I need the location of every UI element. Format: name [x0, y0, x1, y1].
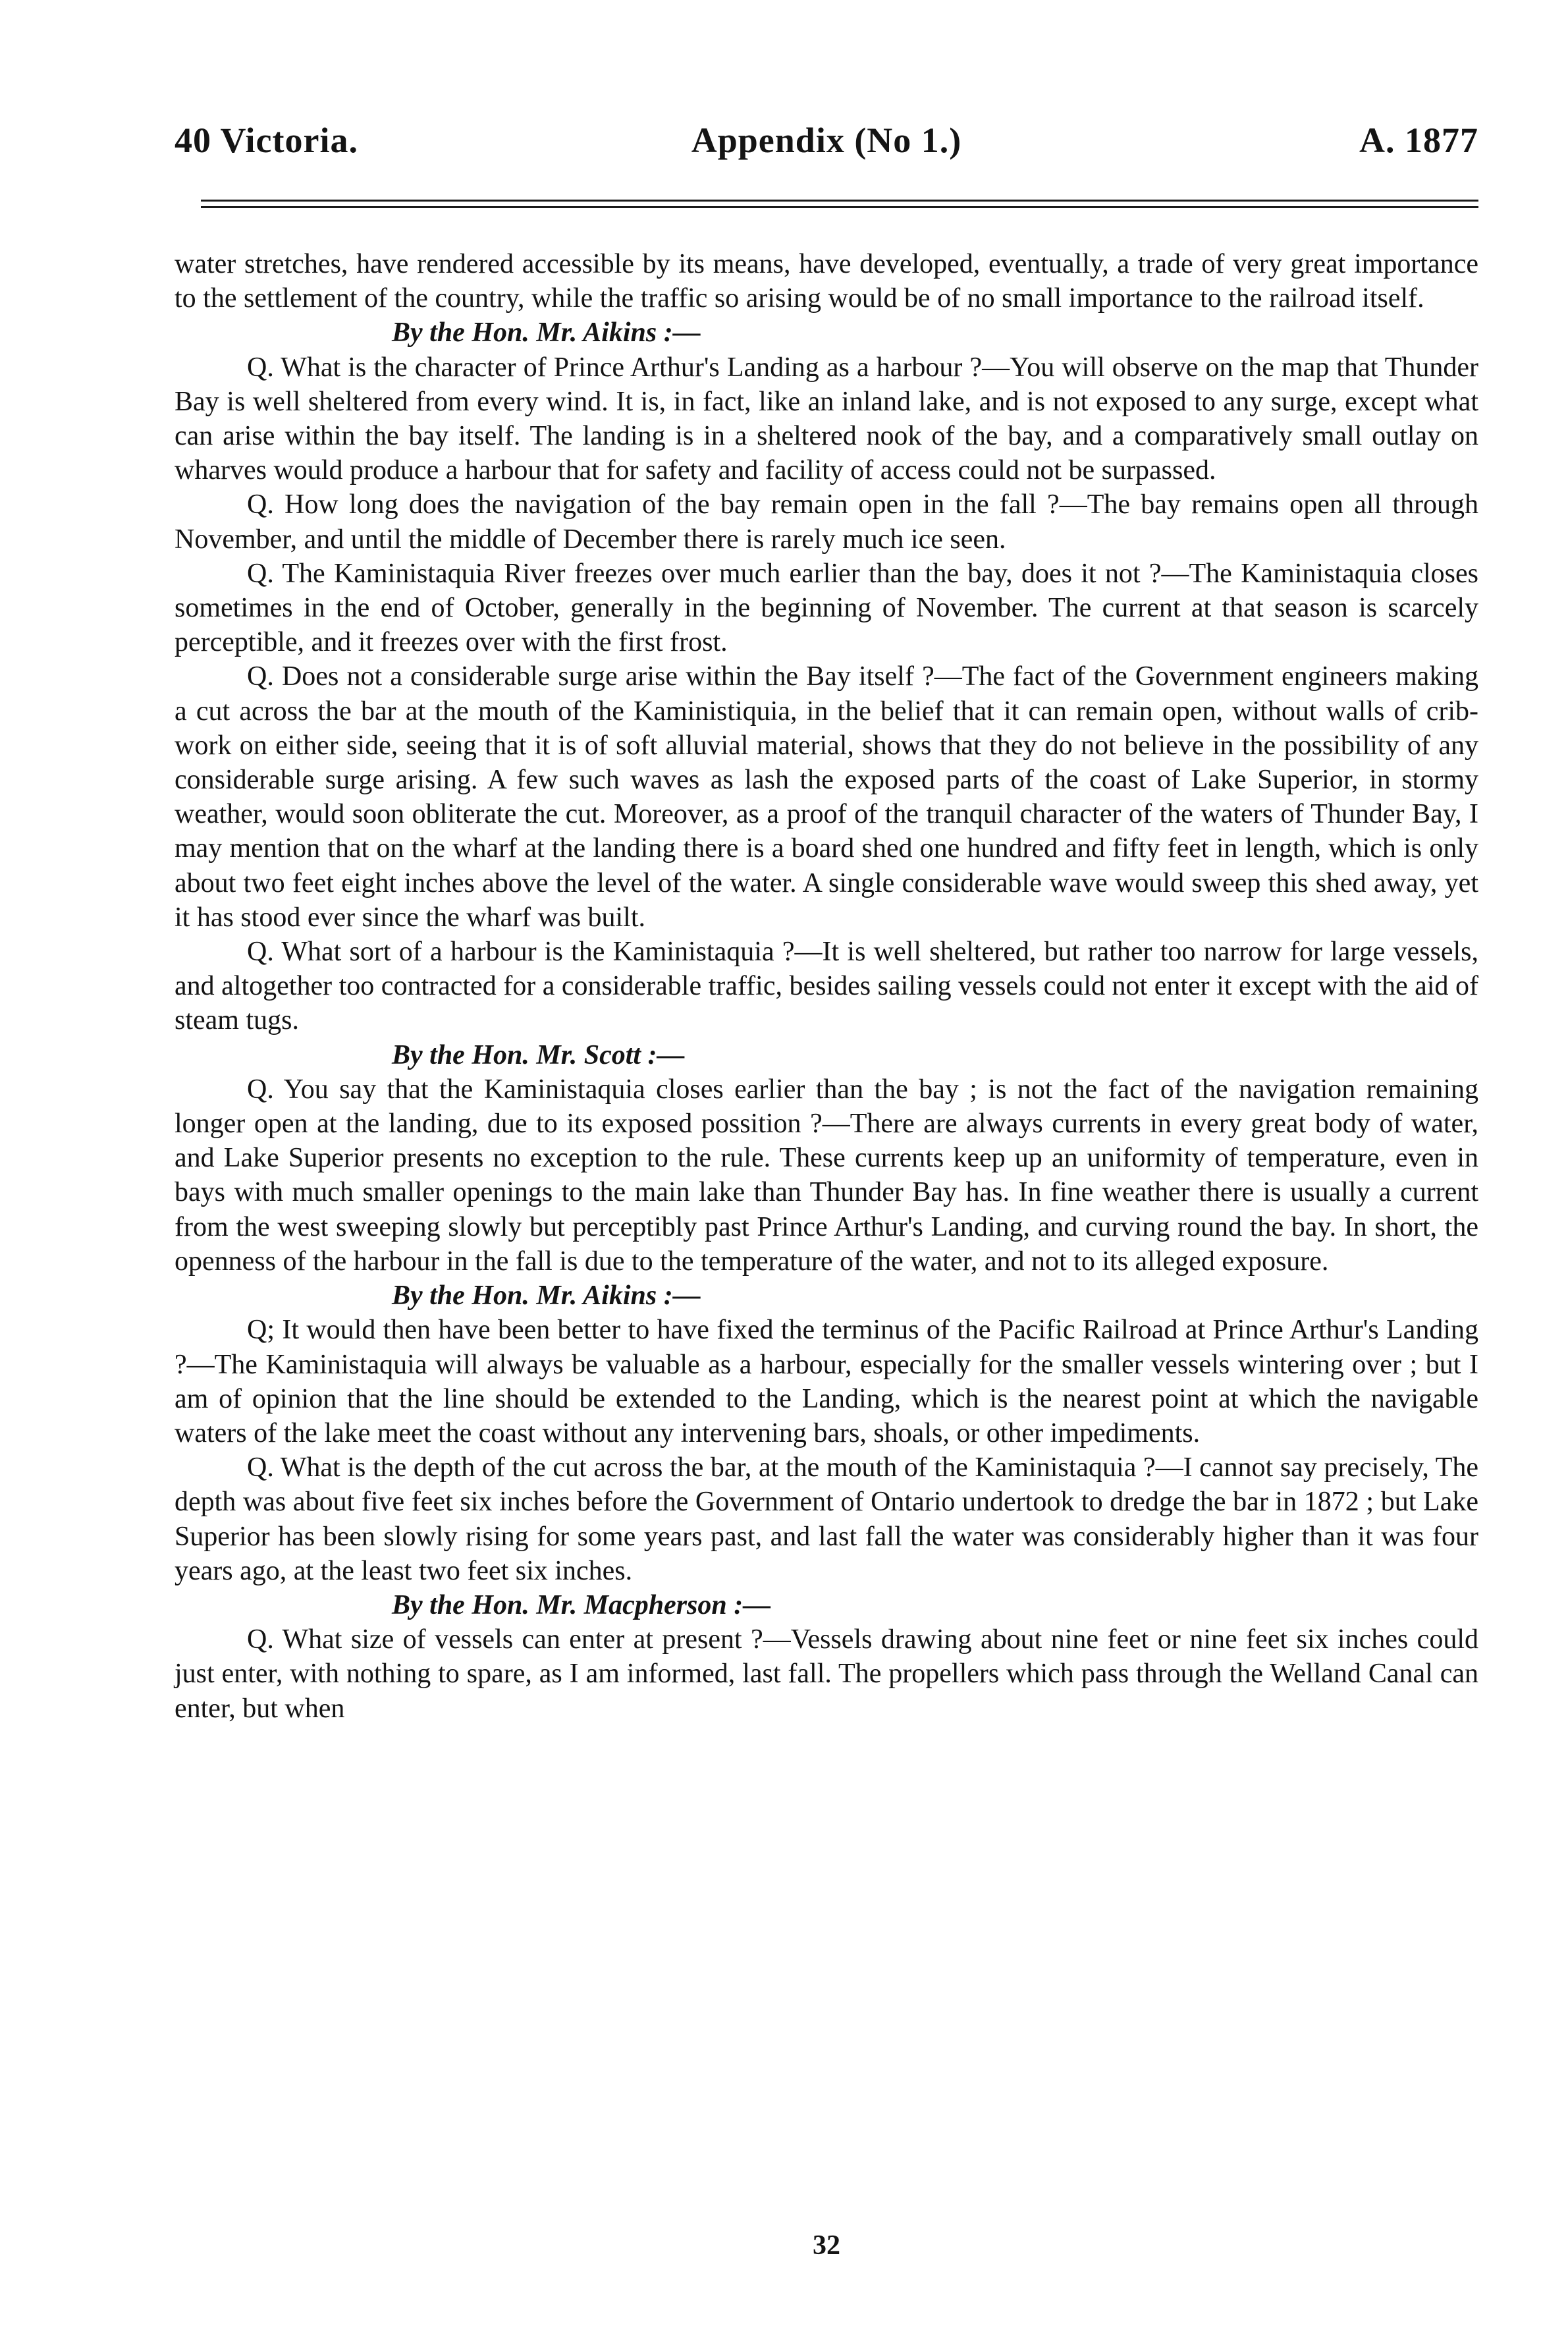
testimony-paragraph: Q. The Kaministaquia River freezes over much earlier than the bay, does it not ?—The Kaministaquia closes sometimes in the end of October, generally in the beginning of November. The current at that season is scarcely perceptible, and it freezes over with the first frost. [175, 558, 1478, 658]
testimony-paragraph: Q. How long does the navigation of the bay remain open in the fall ?—The bay remains open all through November, and until the middle of December there is rarely much ice seen. [175, 489, 1478, 555]
header-session: 40 Victoria. [175, 121, 358, 160]
running-header [175, 120, 1478, 173]
body-text [175, 247, 1478, 1726]
testimony-paragraph: Q. What sort of a harbour is the Kaministaquia ?—It is well sheltered, but rather too narrow for large vessels, and altogether too contracted for a considerable traffic, besides sailing vessels could not enter it except with the aid of steam tugs. [175, 937, 1478, 1036]
header-year: A. 1877 [1359, 121, 1478, 160]
testimony-paragraph: Q. What is the character of Prince Arthur's Landing as a harbour ?—You will observe on the map that Thunder Bay is well sheltered from every wind. It is, in fact, like an inland lake, and is not exposed to any surge, except what can arise within the bay itself. The landing is in a sheltered nook of the bay, and a comparatively small outlay on wharves would produce a harbour that for safety and facility of access could not be surpassed. [175, 352, 1478, 486]
speaker-heading: By the Hon. Mr. Aikins :— [392, 317, 701, 348]
testimony-paragraph: Q. You say that the Kaministaquia closes earlier than the bay ; is not the fact of the navigation remaining longer open at the landing, due to its exposed possition ?—There are always currents in every great body of water, and Lake Superior presents no exception to the rule. These currents keep up an uniformity of temperature, even in bays with much smaller openings to the main lake than Thunder Bay has. In fine weather there is usually a current from the west sweeping slowly but perceptibly past Prince Arthur's Landing, and curving round the bay. In short, the openness of the harbour in the fall is due to the temperature of the water, and not to its alleged exposure. [175, 1074, 1478, 1277]
document-page [175, 0, 1478, 2341]
testimony-paragraph: Q. What is the depth of the cut across the bar, at the mouth of the Kaministaquia ?—I cannot say precisely, The depth was about five feet six inches before the Government of Ontario undertook to dredge the bar in 1872 ; but Lake Superior has been slowly rising for some years past, and last fall the water was considerably higher than it was four years ago, at the least two feet six inches. [175, 1452, 1478, 1586]
continued-paragraph: water stretches, have rendered accessible by its means, have developed, eventually, a trade of very great importance to the settlement of the country, while the traffic so arising would be of no small importance to the railroad itself. [175, 249, 1478, 314]
header-appendix: Appendix (No 1.) [691, 121, 962, 160]
testimony-paragraph: Q; It would then have been better to have fixed the terminus of the Pacific Railroad at Prince Arthur's Landing ?—The Kaministaquia will always be valuable as a harbour, especially for the smaller vessels wintering over ; but I am of opinion that the line should be extended to the Landing, which is the nearest point at which the navigable waters of the lake meet the coast without any intervening bars, shoals, or other impediments. [175, 1315, 1478, 1448]
speaker-heading: By the Hon. Mr. Scott :— [392, 1039, 685, 1070]
page-number: 32 [813, 2230, 840, 2261]
speaker-heading: By the Hon. Mr. Aikins :— [392, 1281, 701, 1311]
testimony-paragraph: Q. Does not a considerable surge arise within the Bay itself ?—The fact of the Government engineers making a cut across the bar at the mouth of the Kaministiquia, in the belief that it can remain open, without walls of crib-work on either side, seeing that it is of soft alluvial material, shows that they do not believe in the possibility of any considerable surge arising. A few such waves as lash the exposed parts of the coast of Lake Superior, in stormy weather, would soon obliterate the cut. Moreover, as a proof of the tranquil character of the waters of Thunder Bay, I may mention that on the wharf at the landing there is a board shed one hundred and fifty feet in length, which is only about two feet eight inches above the level of the water. A single considerable wave would sweep this shed away, yet it has stood ever since the wharf was built. [175, 661, 1478, 933]
header-rule-top [201, 200, 1478, 202]
testimony-paragraph: Q. What size of vessels can enter at present ?—Vessels drawing about nine feet or nine feet six inches could just enter, with nothing to spare, as I am informed, last fall. The propellers which pass through the Welland Canal can enter, but when [175, 1624, 1478, 1724]
header-rule-bottom [201, 206, 1478, 208]
speaker-heading: By the Hon. Mr. Macpherson :— [392, 1589, 771, 1620]
